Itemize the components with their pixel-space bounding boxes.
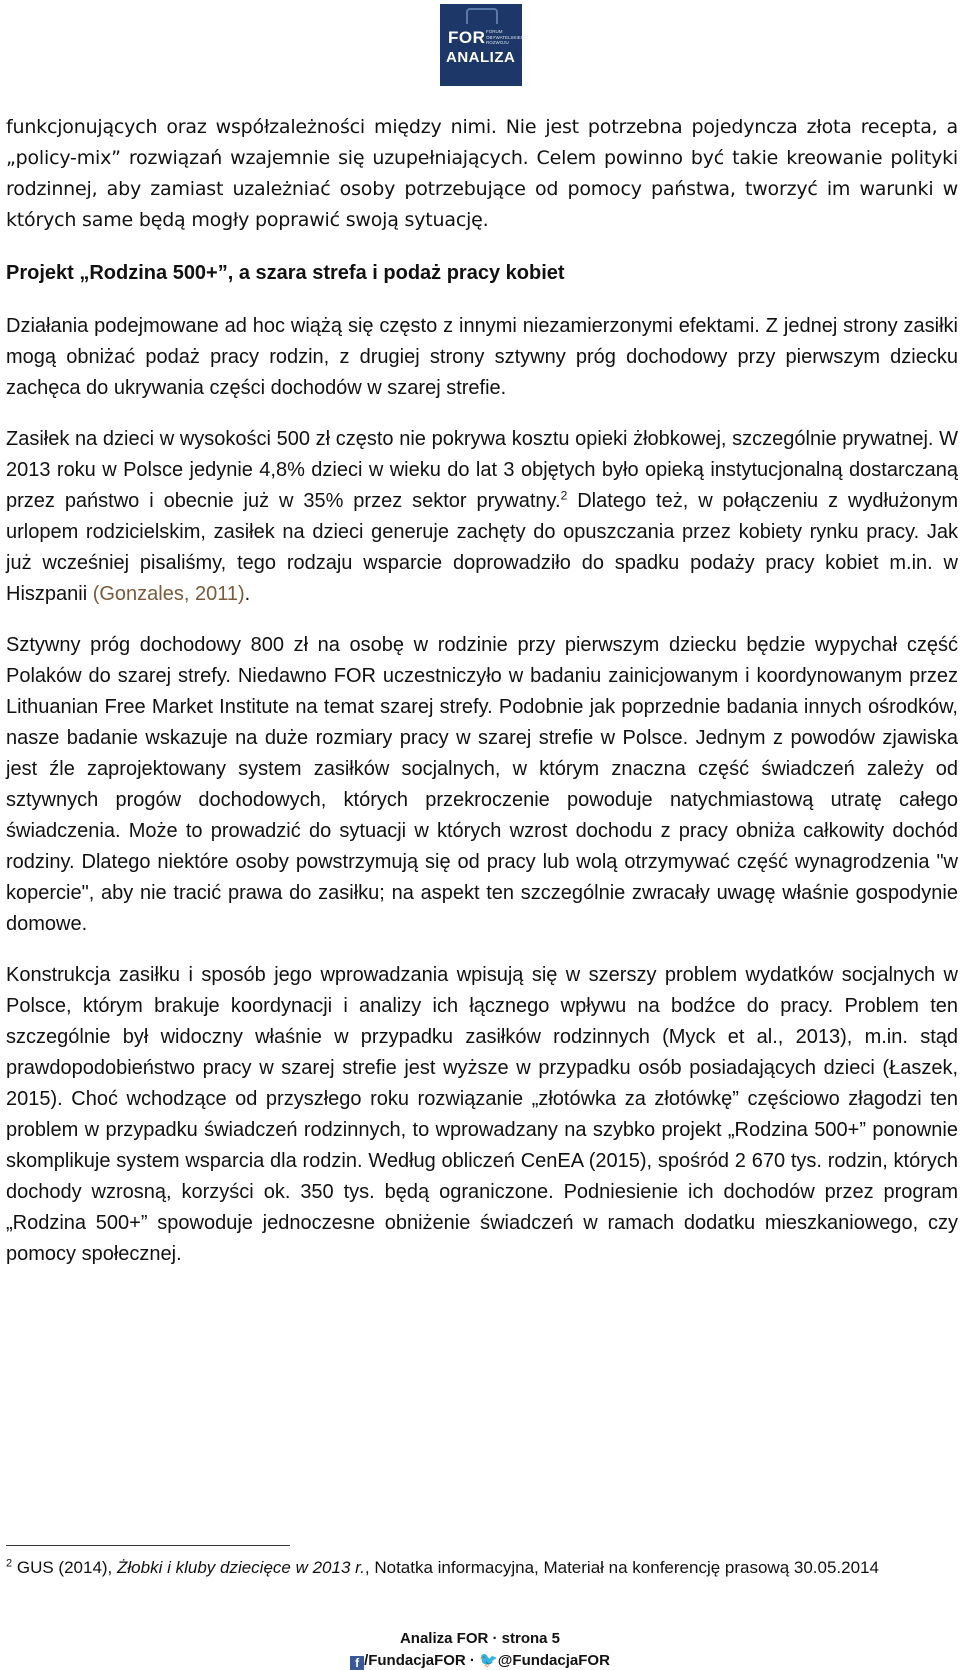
footer-separator: · [492, 1630, 498, 1647]
paragraph-zasilek [6, 424, 958, 610]
section-heading: Projekt „Rodzina 500+”, a szara strefa i podaż pracy kobiet [6, 262, 565, 284]
twitter-handle[interactable]: @FundacjaFOR [497, 1652, 610, 1669]
twitter-icon[interactable]: 🐦 [479, 1652, 498, 1669]
facebook-icon[interactable]: f [350, 1656, 364, 1670]
logo-bottle-shape [466, 8, 498, 24]
footnote-ref[interactable]: 2 [560, 488, 568, 503]
document-body [6, 112, 958, 1270]
paragraph-konstrukcja: Konstrukcja zasiłku i sposób jego wprowadzania wpisują się w szerszy problem wydatków socjalnych w Polsce, którym brakuje koordynacji i analizy ich łącznego wpływu na bodźce do pracy. Problem ten szczególnie był widoczny właśnie w przypadku zasiłków rodzinnych (Myck et al., 2013), m.in. stąd prawdopodobieństwo pracy w szarej strefie jest wyższe w przypadku osób posiadających dzieci (Łaszek, 2015). Choć wchodzące od przyszłego roku rozwiązanie „złotówka za złotówkę” częściowo złagodzi ten problem w przypadku świadczeń rodzinnych, to wprowadzany na szybko projekt „Rodzina 500+” ponownie skomplikuje system wsparcia dla rodzin. Według obliczeń CenEA (2015), spośród 2 670 tys. rodzin, których dochody wzrosną, korzyści ok. 350 tys. będą ograniczone. Podniesienie ich dochodów przez program „Rodzina 500+” spowoduje jednoczesne obniżenie świadczeń w ramach dodatku mieszkaniowego, czy pomocy społecznej. [6, 964, 958, 1265]
social-links [0, 1651, 960, 1670]
facebook-handle[interactable]: /FundacjaFOR [364, 1652, 466, 1669]
paragraph-end: . [244, 583, 251, 605]
footnote [6, 1556, 958, 1580]
paragraph-prog-dochodowy: Sztywny próg dochodowy 800 zł na osobę w rodzinie przy pierwszym dziecku będzie wypychał część Polaków do szarej strefy. Niedawno FOR uczestniczyło w badaniu zainicjowanym i koordynowanym przez Lithuanian Free Market Institute na temat szarej strefy. Podobnie jak poprzednie badania innych ośrodków, nasze badanie wskazuje na duże rozmiary pracy w szarej strefie w Polsce. Jednym z powodów zjawiska jest źle zaprojektowany system zasiłków socjalnych, w którym znaczna część świadczeń zależy od sztywnych progów dochodowych, których przekroczenie powoduje natychmiastową utratę całego świadczenia. Może to prowadzić do sytuacji w których wzrost dochodu z pracy obniża całkowity dochód rodziny. Dlatego niektóre osoby powstrzymują się od pracy lub wolą otrzymywać część wynagrodzenia "w kopercie", aby nie tracić prawa do zasiłku; na aspekt ten szczególnie zwracały uwagę właśnie gospodynie domowe. [6, 634, 958, 935]
for-analiza-logo [440, 4, 528, 86]
footnote-title: Żłobki i kluby dziecięce w 2013 r. [117, 1558, 365, 1577]
page-number: strona 5 [501, 1630, 561, 1647]
paragraph-zasilek-text2: Dlatego też, w połączeniu z wydłużonym urlopem rodzicielskim, zasiłek na dzieci generuje zachęty do opuszczania przez kobiety rynku pracy. Jak już wcześniej pisaliśmy, tego rodzaju wsparcie doprowadziło do spadku podaży pracy kobiet m.in. w Hiszpanii [6, 490, 959, 605]
social-separator: · [469, 1652, 475, 1669]
footnote-post: , Notatka informacyjna, Materiał na konferencję prasową 30.05.2014 [364, 1558, 879, 1577]
footnote-number: 2 [6, 1557, 13, 1570]
paragraph-intro: funkcjonujących oraz współzależności między nimi. Nie jest potrzebna pojedyncza złota recepta, a „policy-mix” rozwiązań wzajemnie się uzupełniających. Celem powinno być takie kreowanie polityki rodzinnej, aby zamiast uzależniać osoby potrzebujące od pomocy państwa, tworzyć im warunki w których same będą mogły poprawić swoją sytuację. [6, 116, 958, 231]
citation-gonzales: (Gonzales, 2011) [92, 583, 245, 605]
footer-label: Analiza FOR [399, 1630, 489, 1647]
footnote-pre: GUS (2014), [16, 1558, 118, 1577]
logo-analiza-text: ANALIZA [446, 49, 516, 66]
page-footer [0, 1630, 960, 1647]
logo-tagline: FORUM OBYWATELSKIEGO ROZWOJU [486, 29, 528, 45]
logo-for-text: FOR [448, 28, 486, 47]
paragraph-ad-hoc: Działania podejmowane ad hoc wiążą się często z innymi niezamierzonymi efektami. Z jednej strony zasiłki mogą obniżać podaż pracy rodzin, z drugiej strony sztywny próg dochodowy przy pierwszym dziecku zachęca do ukrywania części dochodów w szarej strefie. [6, 315, 958, 399]
footnote-divider [6, 1545, 290, 1546]
paragraph-zasilek-text: Zasiłek na dzieci w wysokości 500 zł często nie pokrywa kosztu opieki żłobkowej, szczególnie prywatnej. W 2013 roku w Polsce jedynie 4,8% dzieci w wieku do lat 3 objętych było opieką instytucjonalną dostarczaną przez państwo i obecnie już w 35% przez sektor prywatny. [6, 428, 958, 512]
